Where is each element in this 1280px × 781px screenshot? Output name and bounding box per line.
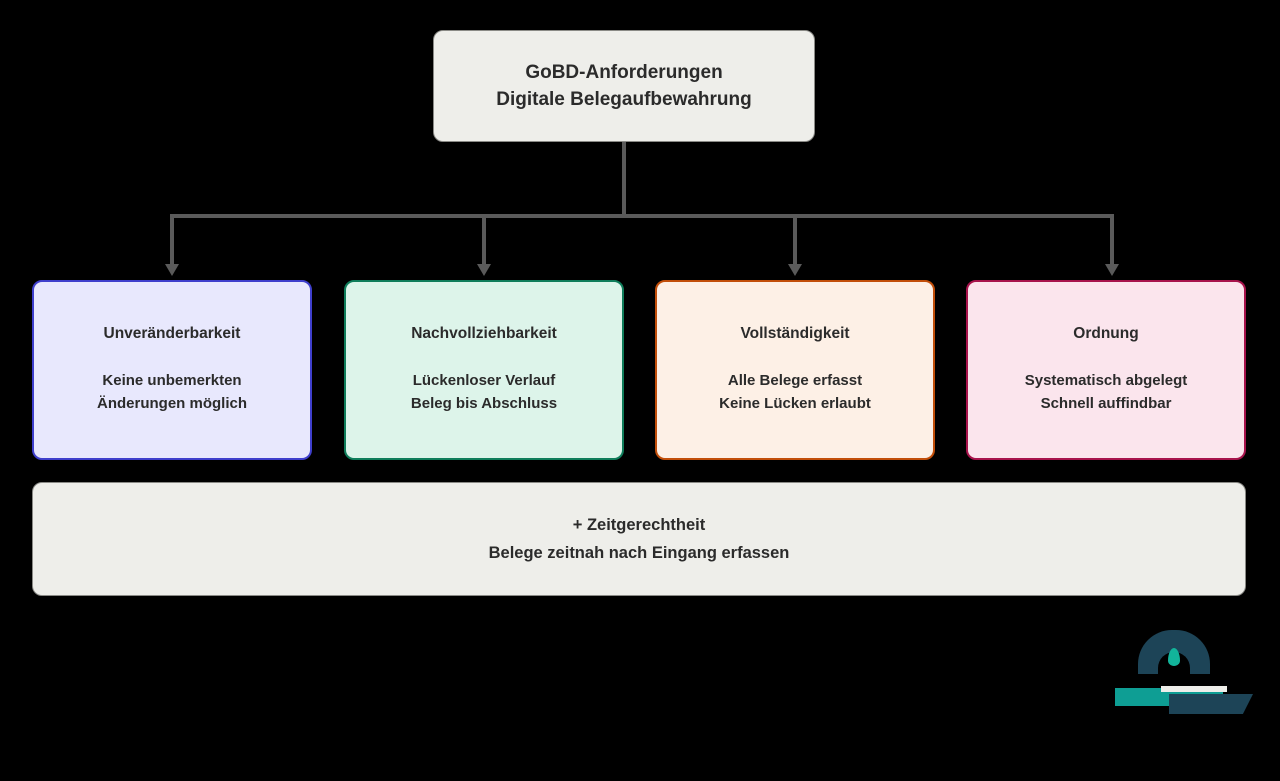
- branch-node-vollstaendigkeit: [655, 280, 935, 460]
- connector-branch-0: [170, 214, 174, 264]
- branch-node-unveraenderbarkeit: [32, 280, 312, 460]
- branch-node-title: Vollständigkeit: [740, 325, 850, 342]
- arrow-head-branch-2: [788, 264, 802, 276]
- root-node: [433, 30, 815, 142]
- branch-node-nachvollziehbarkeit: [344, 280, 624, 460]
- branch-node-line1: Lückenloser Verlauf: [412, 372, 556, 389]
- branch-node-title: Nachvollziehbarkeit: [411, 325, 557, 342]
- logo-dark-bar: [1169, 694, 1253, 714]
- connector-horizontal-bus: [170, 214, 1114, 218]
- footer-node-zeitgerechtheit: [32, 482, 1246, 596]
- connector-branch-1: [482, 214, 486, 264]
- arrow-head-branch-3: [1105, 264, 1119, 276]
- arrow-head-branch-0: [165, 264, 179, 276]
- logo-drop-icon: [1168, 648, 1180, 666]
- branch-node-line2: Keine Lücken erlaubt: [719, 395, 871, 412]
- branch-node-line1: Alle Belege erfasst: [727, 372, 863, 389]
- connector-root-vertical: [622, 142, 626, 218]
- root-node-subtitle: Digitale Belegaufbewahrung: [496, 89, 752, 110]
- branch-node-line1: Keine unbemerkten: [102, 372, 242, 389]
- branch-node-line2: Beleg bis Abschluss: [410, 395, 558, 412]
- connector-branch-2: [793, 214, 797, 264]
- arrow-head-branch-1: [477, 264, 491, 276]
- logo-light-bar: [1161, 686, 1227, 692]
- connector-branch-3: [1110, 214, 1114, 264]
- brand-logo: [1113, 630, 1257, 718]
- branch-node-ordnung: [966, 280, 1246, 460]
- branch-node-title: Ordnung: [1073, 325, 1139, 342]
- footer-node-title: + Zeitgerechtheit: [572, 516, 706, 534]
- branch-node-line1: Systematisch abgelegt: [1024, 372, 1188, 389]
- branch-node-line2: Änderungen möglich: [97, 395, 247, 412]
- footer-node-subtitle: Belege zeitnah nach Eingang erfassen: [488, 544, 790, 562]
- branch-node-title: Unveränderbarkeit: [103, 325, 241, 342]
- branch-node-line2: Schnell auffindbar: [1040, 395, 1172, 412]
- root-node-title: GoBD-Anforderungen: [525, 62, 723, 83]
